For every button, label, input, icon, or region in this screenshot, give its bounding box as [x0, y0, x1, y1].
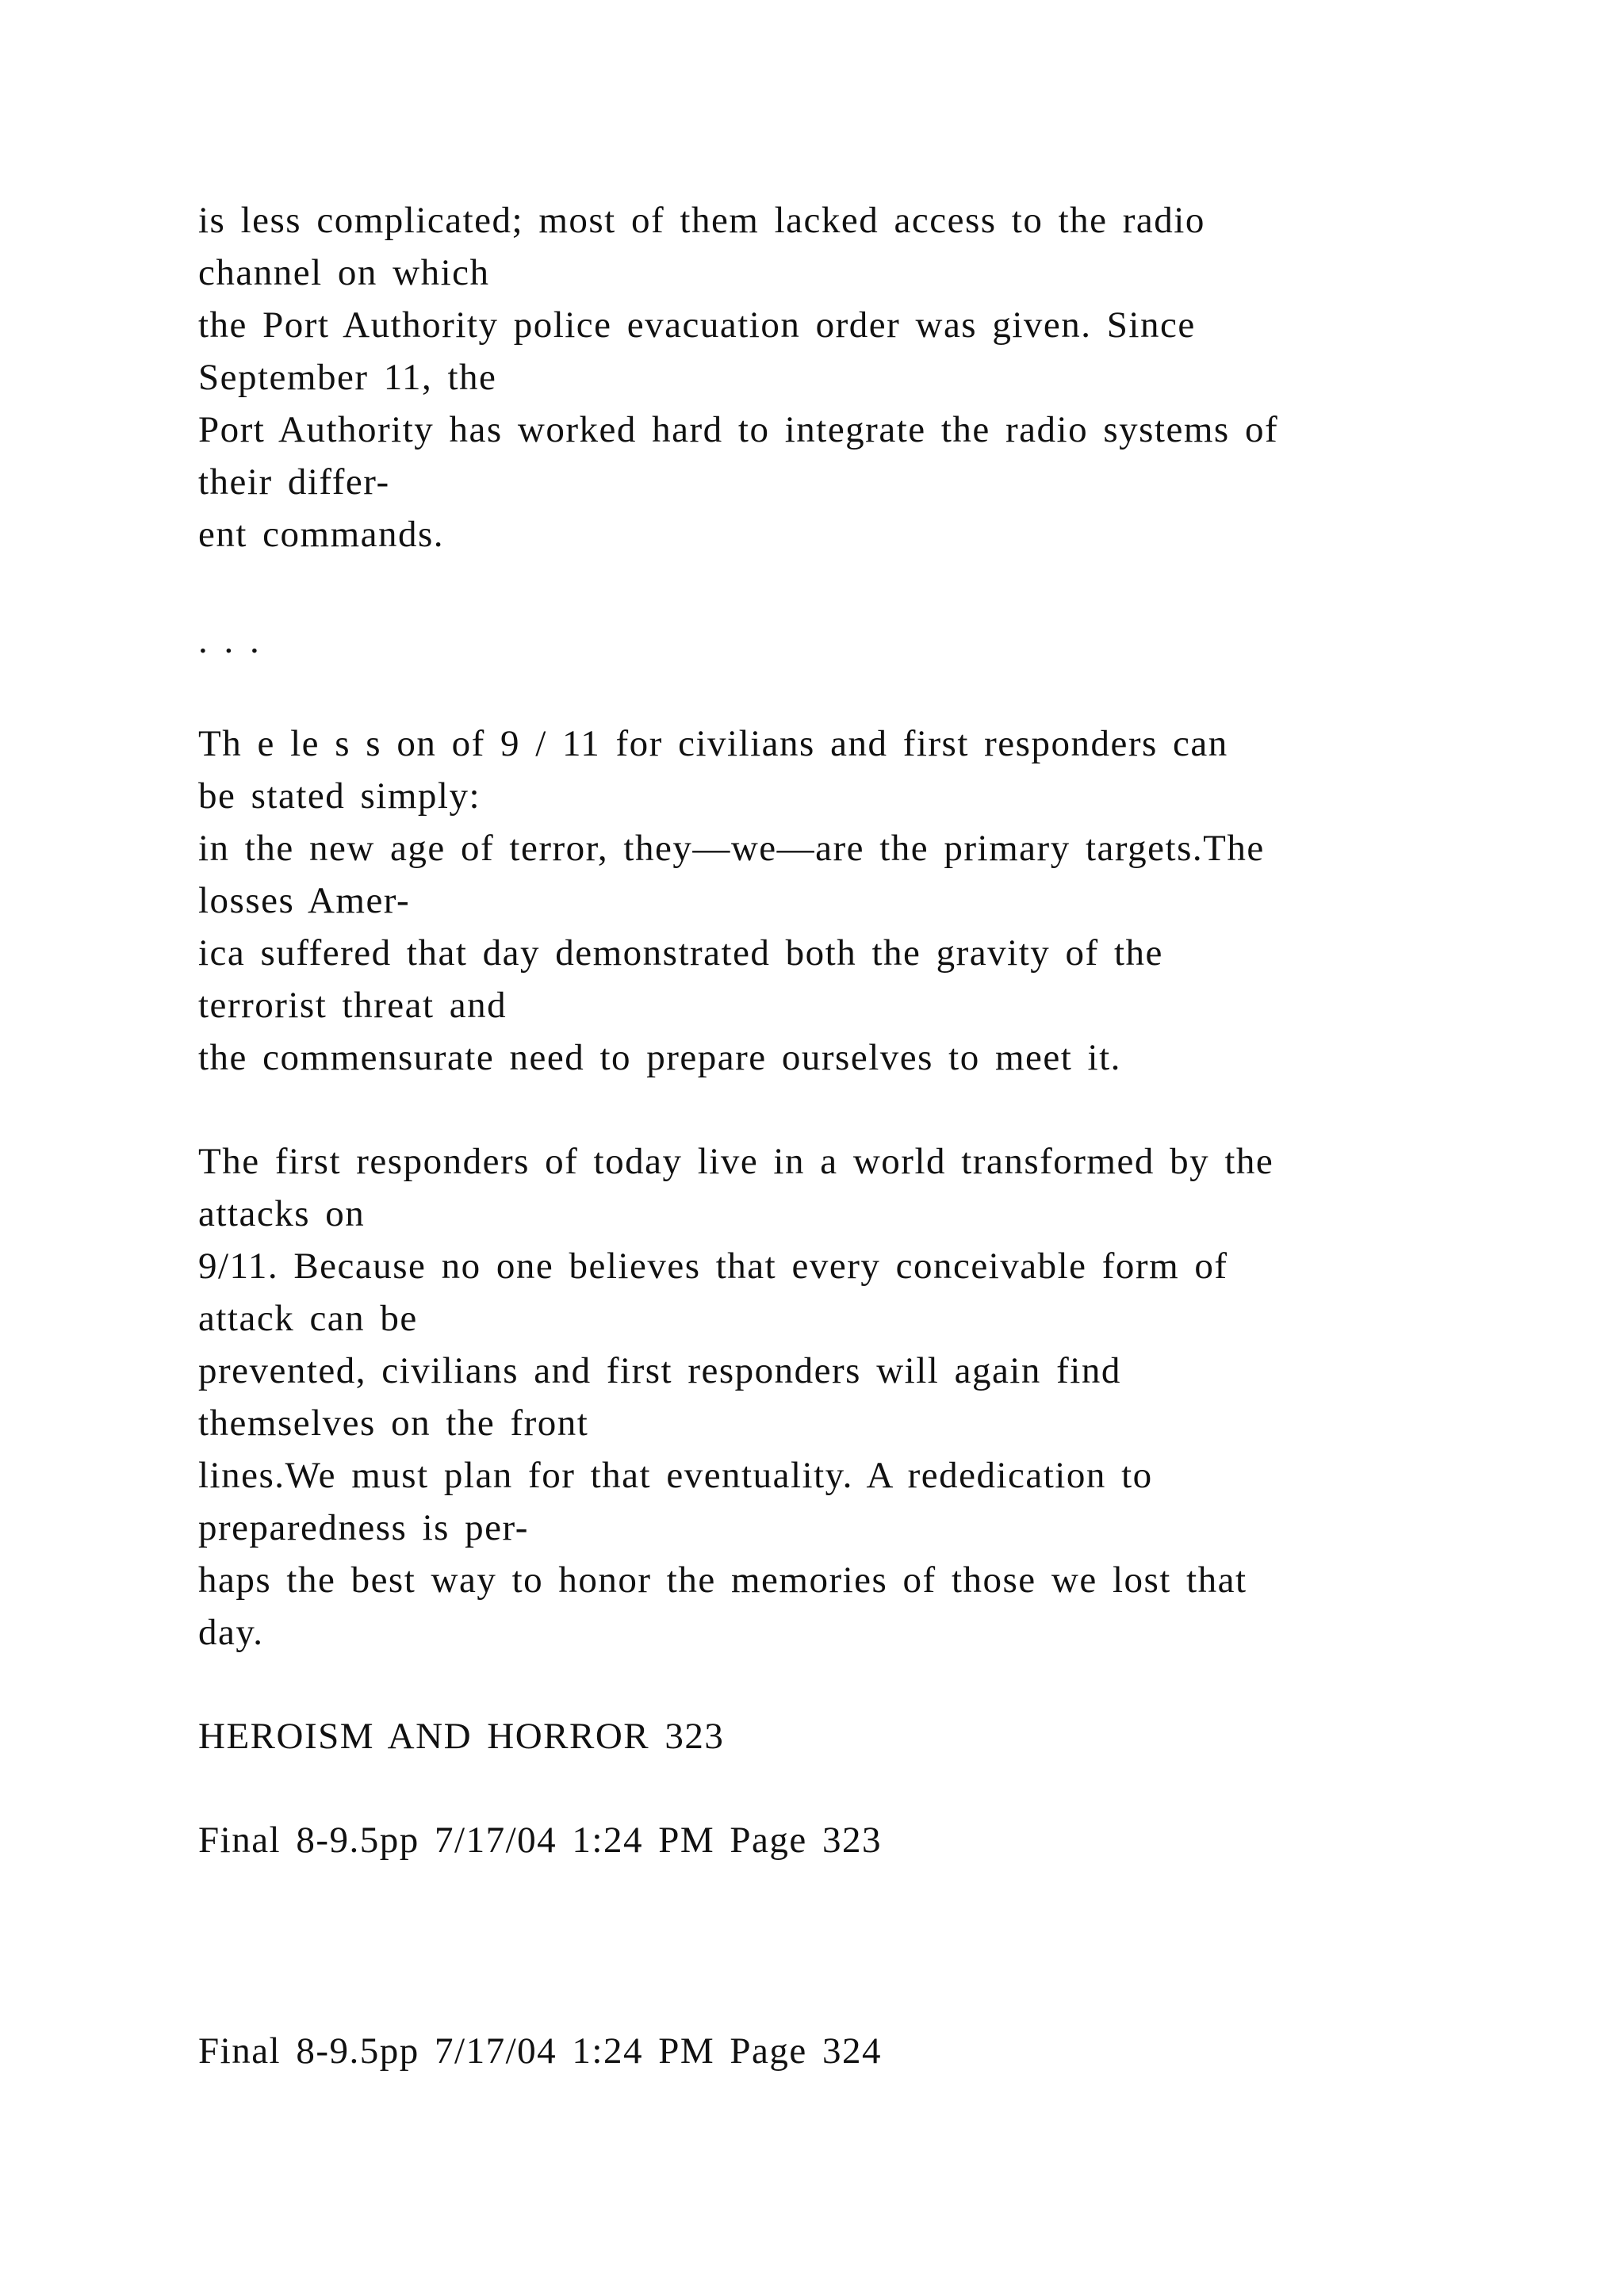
body-text-line: September 11, the: [198, 357, 497, 398]
body-text-line: in the new age of terror, they—we—are the primary targets.The: [198, 828, 1265, 869]
running-footer: HEROISM AND HORROR 323: [198, 1716, 725, 1757]
body-text-line: terrorist threat and: [198, 985, 508, 1026]
print-slug-line: Final 8-9.5pp 7/17/04 1:24 PM Page 323: [198, 1820, 882, 1861]
body-text-line: their differ-: [198, 461, 390, 503]
body-text-line: The first responders of today live in a world transformed by the: [198, 1141, 1274, 1182]
body-text-line: themselves on the front: [198, 1402, 589, 1444]
body-text-line: losses Amer-: [198, 880, 411, 921]
body-text-line: 9/11. Because no one believes that every conceivable form of: [198, 1246, 1228, 1287]
body-text-line: day.: [198, 1612, 264, 1653]
body-text-line: attacks on: [198, 1193, 366, 1234]
section-break-ellipsis: . . .: [198, 620, 261, 661]
body-text-line: the Port Authority police evacuation order was given. Since: [198, 304, 1196, 346]
body-text-line: attack can be: [198, 1298, 418, 1339]
body-text-line: channel on which: [198, 252, 490, 293]
print-slug-line: Final 8-9.5pp 7/17/04 1:24 PM Page 324: [198, 2030, 882, 2072]
body-text-line: ica suffered that day demonstrated both the gravity of the: [198, 932, 1163, 974]
body-text-line: prevented, civilians and first responders will again find: [198, 1350, 1121, 1391]
body-text-line: Th e le s s on of 9 / 11 for civilians and first responders can: [198, 723, 1228, 764]
body-text-line: haps the best way to honor the memories of those we lost that: [198, 1559, 1247, 1601]
body-text-line: Port Authority has worked hard to integrate the radio systems of: [198, 409, 1279, 450]
body-text-line: ent commands.: [198, 514, 445, 555]
body-text-line: lines.We must plan for that eventuality. A rededication to: [198, 1455, 1153, 1496]
body-text-line: is less complicated; most of them lacked access to the radio: [198, 200, 1205, 241]
body-text-line: be stated simply:: [198, 775, 481, 817]
body-text-line: preparedness is per-: [198, 1507, 529, 1548]
body-text-line: the commensurate need to prepare ourselves to meet it.: [198, 1037, 1121, 1078]
